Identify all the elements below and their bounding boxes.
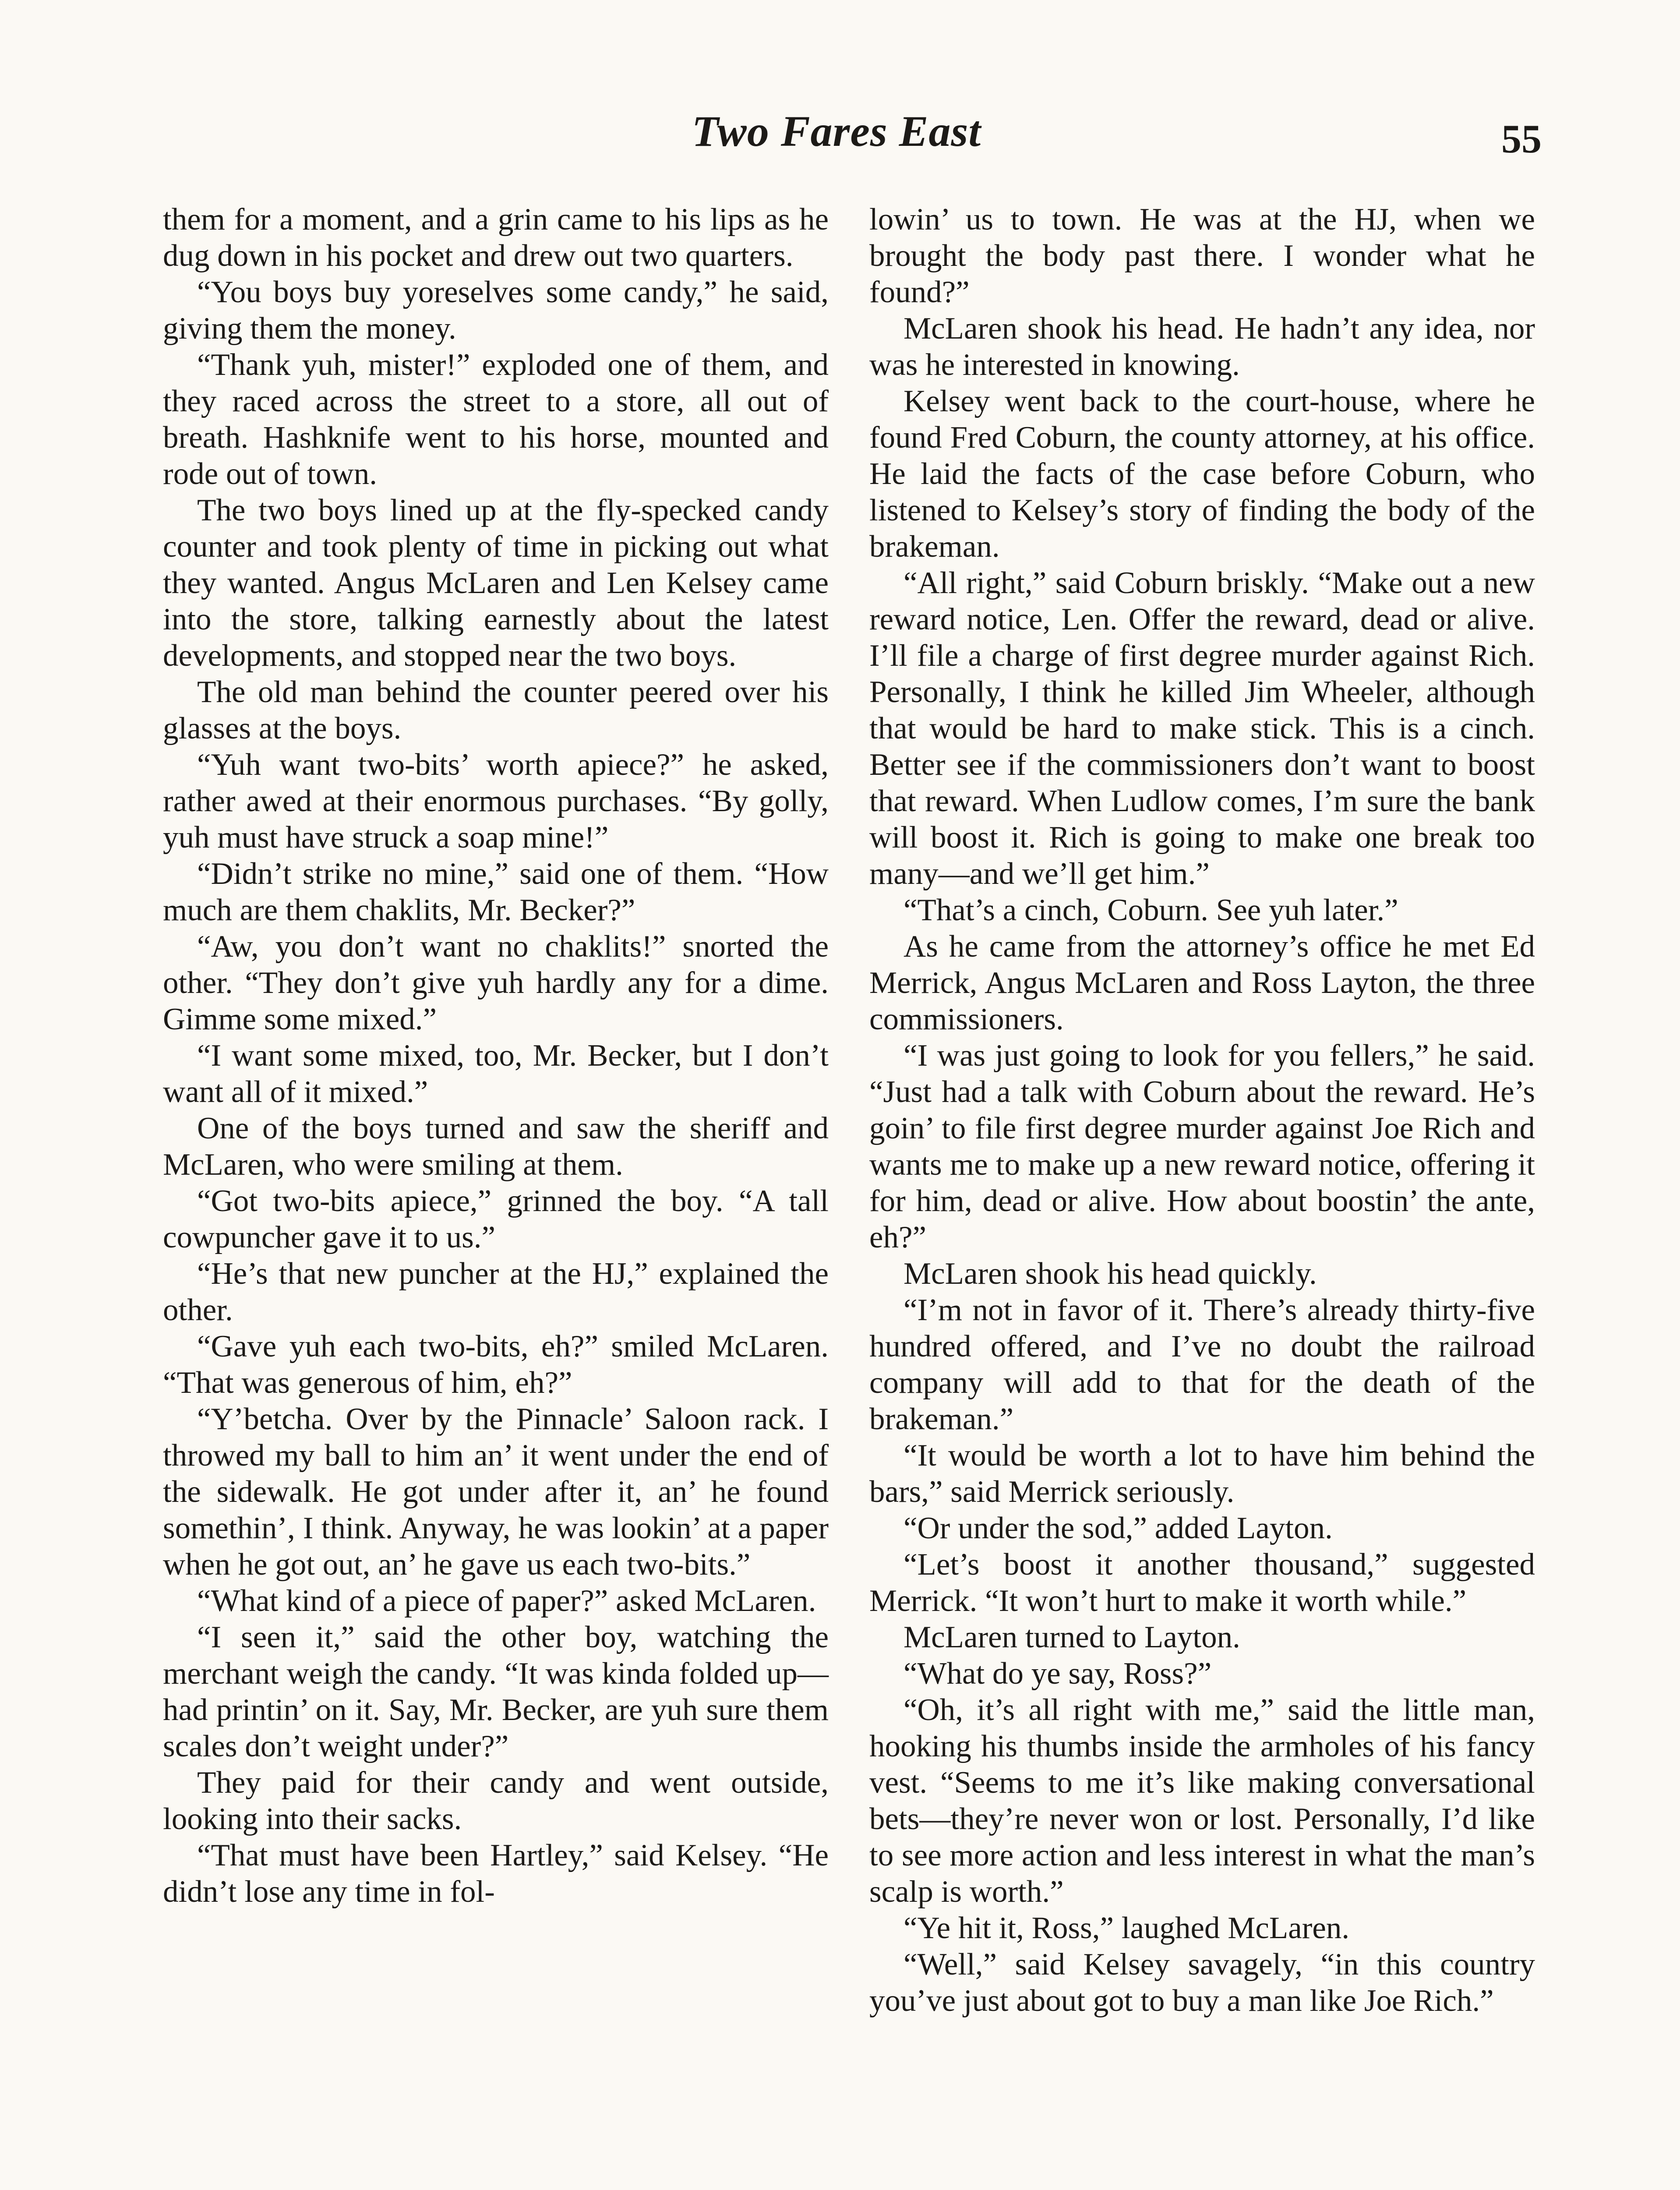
paragraph: “Got two-bits apiece,” grinned the boy. “A tall cowpuncher gave it to us.”	[163, 1184, 829, 1254]
paragraph: Kelsey went back to the court-house, where he found Fred Coburn, the county attorney, at his office. He laid the facts of the case before Coburn, who listened to Kelsey’s story of finding the body of the brakeman.	[869, 384, 1535, 564]
paragraph: McLaren turned to Layton.	[904, 1620, 1240, 1654]
paragraph: One of the boys turned and saw the sheriff and McLaren, who were smiling at them.	[163, 1111, 829, 1182]
paragraph: “Let’s boost it another thousand,” suggested Merrick. “It won’t hurt to make it worth while.”	[869, 1547, 1535, 1618]
paragraph: “That must have been Hartley,” said Kelsey. “He didn’t lose any time in fol-	[163, 1838, 829, 1909]
paragraph: “Well,” said Kelsey savagely, “in this country you’ve just about got to buy a man like Joe Rich.”	[869, 1947, 1535, 2018]
paragraph: As he came from the attorney’s office he met Ed Merrick, Angus McLaren and Ross Layton, the three commissioners.	[869, 929, 1535, 1036]
paragraph: “You boys buy yoreselves some candy,” he said, giving them the money.	[163, 275, 829, 346]
paragraph: “All right,” said Coburn briskly. “Make out a new reward notice, Len. Offer the reward, dead or alive. I’ll file a charge of first degree murder against Rich. Personally, I think he killed Jim Wheeler, although that would be hard to make stick. This is a cinch. Better see if the commissioners don’t want to boost that reward. When Ludlow comes, I’m sure the bank will boost it. Rich is going to make one break too many—and we’ll get him.”	[869, 566, 1535, 891]
paragraph: “Or under the sod,” added Layton.	[904, 1511, 1333, 1545]
paragraph: “I seen it,” said the other boy, watching the merchant weigh the candy. “It was kinda folded up—had printin’ on it. Say, Mr. Becker, are yuh sure them scales don’t weight under?”	[163, 1620, 829, 1763]
paragraph: “I was just going to look for you fellers,” he said. “Just had a talk with Coburn about the reward. He’s goin’ to file first degree murder against Joe Rich and wants me to make up a new reward notice, offering it for him, dead or alive. How about boostin’ the ante, eh?”	[869, 1038, 1535, 1254]
running-title: Two Fares East	[692, 107, 981, 155]
paragraph: The old man behind the counter peered over his glasses at the boys.	[163, 675, 829, 745]
paragraph: them for a moment, and a grin came to his lips as he dug down in his pocket and drew out two quarters.	[163, 202, 829, 273]
paragraph: “Didn’t strike no mine,” said one of them. “How much are them chaklits, Mr. Becker?”	[163, 857, 829, 927]
paragraph: “He’s that new puncher at the HJ,” explained the other.	[163, 1257, 829, 1327]
paragraph: “Ye hit it, Ross,” laughed McLaren.	[904, 1911, 1350, 1945]
paragraph: lowin’ us to town. He was at the HJ, when we brought the body past there. I wonder what he found?”	[869, 202, 1535, 309]
paragraph: “That’s a cinch, Coburn. See yuh later.”	[904, 893, 1398, 927]
paragraph: “I’m not in favor of it. There’s already thirty-five hundred offered, and I’ve no doubt the railroad company will add to that for the death of the brakeman.”	[869, 1293, 1535, 1436]
paragraph: McLaren shook his head quickly.	[904, 1257, 1317, 1291]
paragraph: McLaren shook his head. He hadn’t any idea, nor was he interested in knowing.	[869, 311, 1535, 382]
paragraph: The two boys lined up at the fly-specked candy counter and took plenty of time in picking out what they wanted. Angus McLaren and Len Kelsey came into the store, talking earnestly about the latest developments, and stopped near the two boys.	[163, 493, 829, 673]
paragraph: “Oh, it’s all right with me,” said the little man, hooking his thumbs inside the armholes of his fancy vest. “Seems to me it’s like making conversational bets—they’re never won or lost. Personally, I’d like to see more action and less interest in what the man’s scalp is worth.”	[869, 1693, 1535, 1909]
right-column	[869, 201, 1535, 2019]
paragraph: “It would be worth a lot to have him behind the bars,” said Merrick seriously.	[869, 1438, 1535, 1509]
page-number: 55	[1501, 117, 1542, 161]
paragraph: “Aw, you don’t want no chaklits!” snorted the other. “They don’t give yuh hardly any for a dime. Gimme some mixed.”	[163, 929, 829, 1036]
paragraph: “Y’betcha. Over by the Pinnacle’ Saloon rack. I throwed my ball to him an’ it went under the end of the sidewalk. He got under after it, an’ he found somethin’, I think. Anyway, he was lookin’ at a paper when he got out, an’ he gave us each two-bits.”	[163, 1402, 829, 1582]
paragraph: They paid for their candy and went outside, looking into their sacks.	[163, 1766, 829, 1836]
paragraph: “Thank yuh, mister!” exploded one of them, and they raced across the street to a store, all out of breath. Hashknife went to his horse, mounted and rode out of town.	[163, 348, 829, 491]
paragraph: “Yuh want two-bits’ worth apiece?” he asked, rather awed at their enormous purchases. “By golly, yuh must have struck a soap mine!”	[163, 748, 829, 855]
left-column	[163, 201, 829, 1910]
paragraph: “Gave yuh each two-bits, eh?” smiled McLaren. “That was generous of him, eh?”	[163, 1329, 829, 1400]
paragraph: “What do ye say, Ross?”	[904, 1657, 1212, 1691]
paragraph: “I want some mixed, too, Mr. Becker, but I don’t want all of it mixed.”	[163, 1038, 829, 1109]
paragraph: “What kind of a piece of paper?” asked McLaren.	[197, 1584, 816, 1618]
